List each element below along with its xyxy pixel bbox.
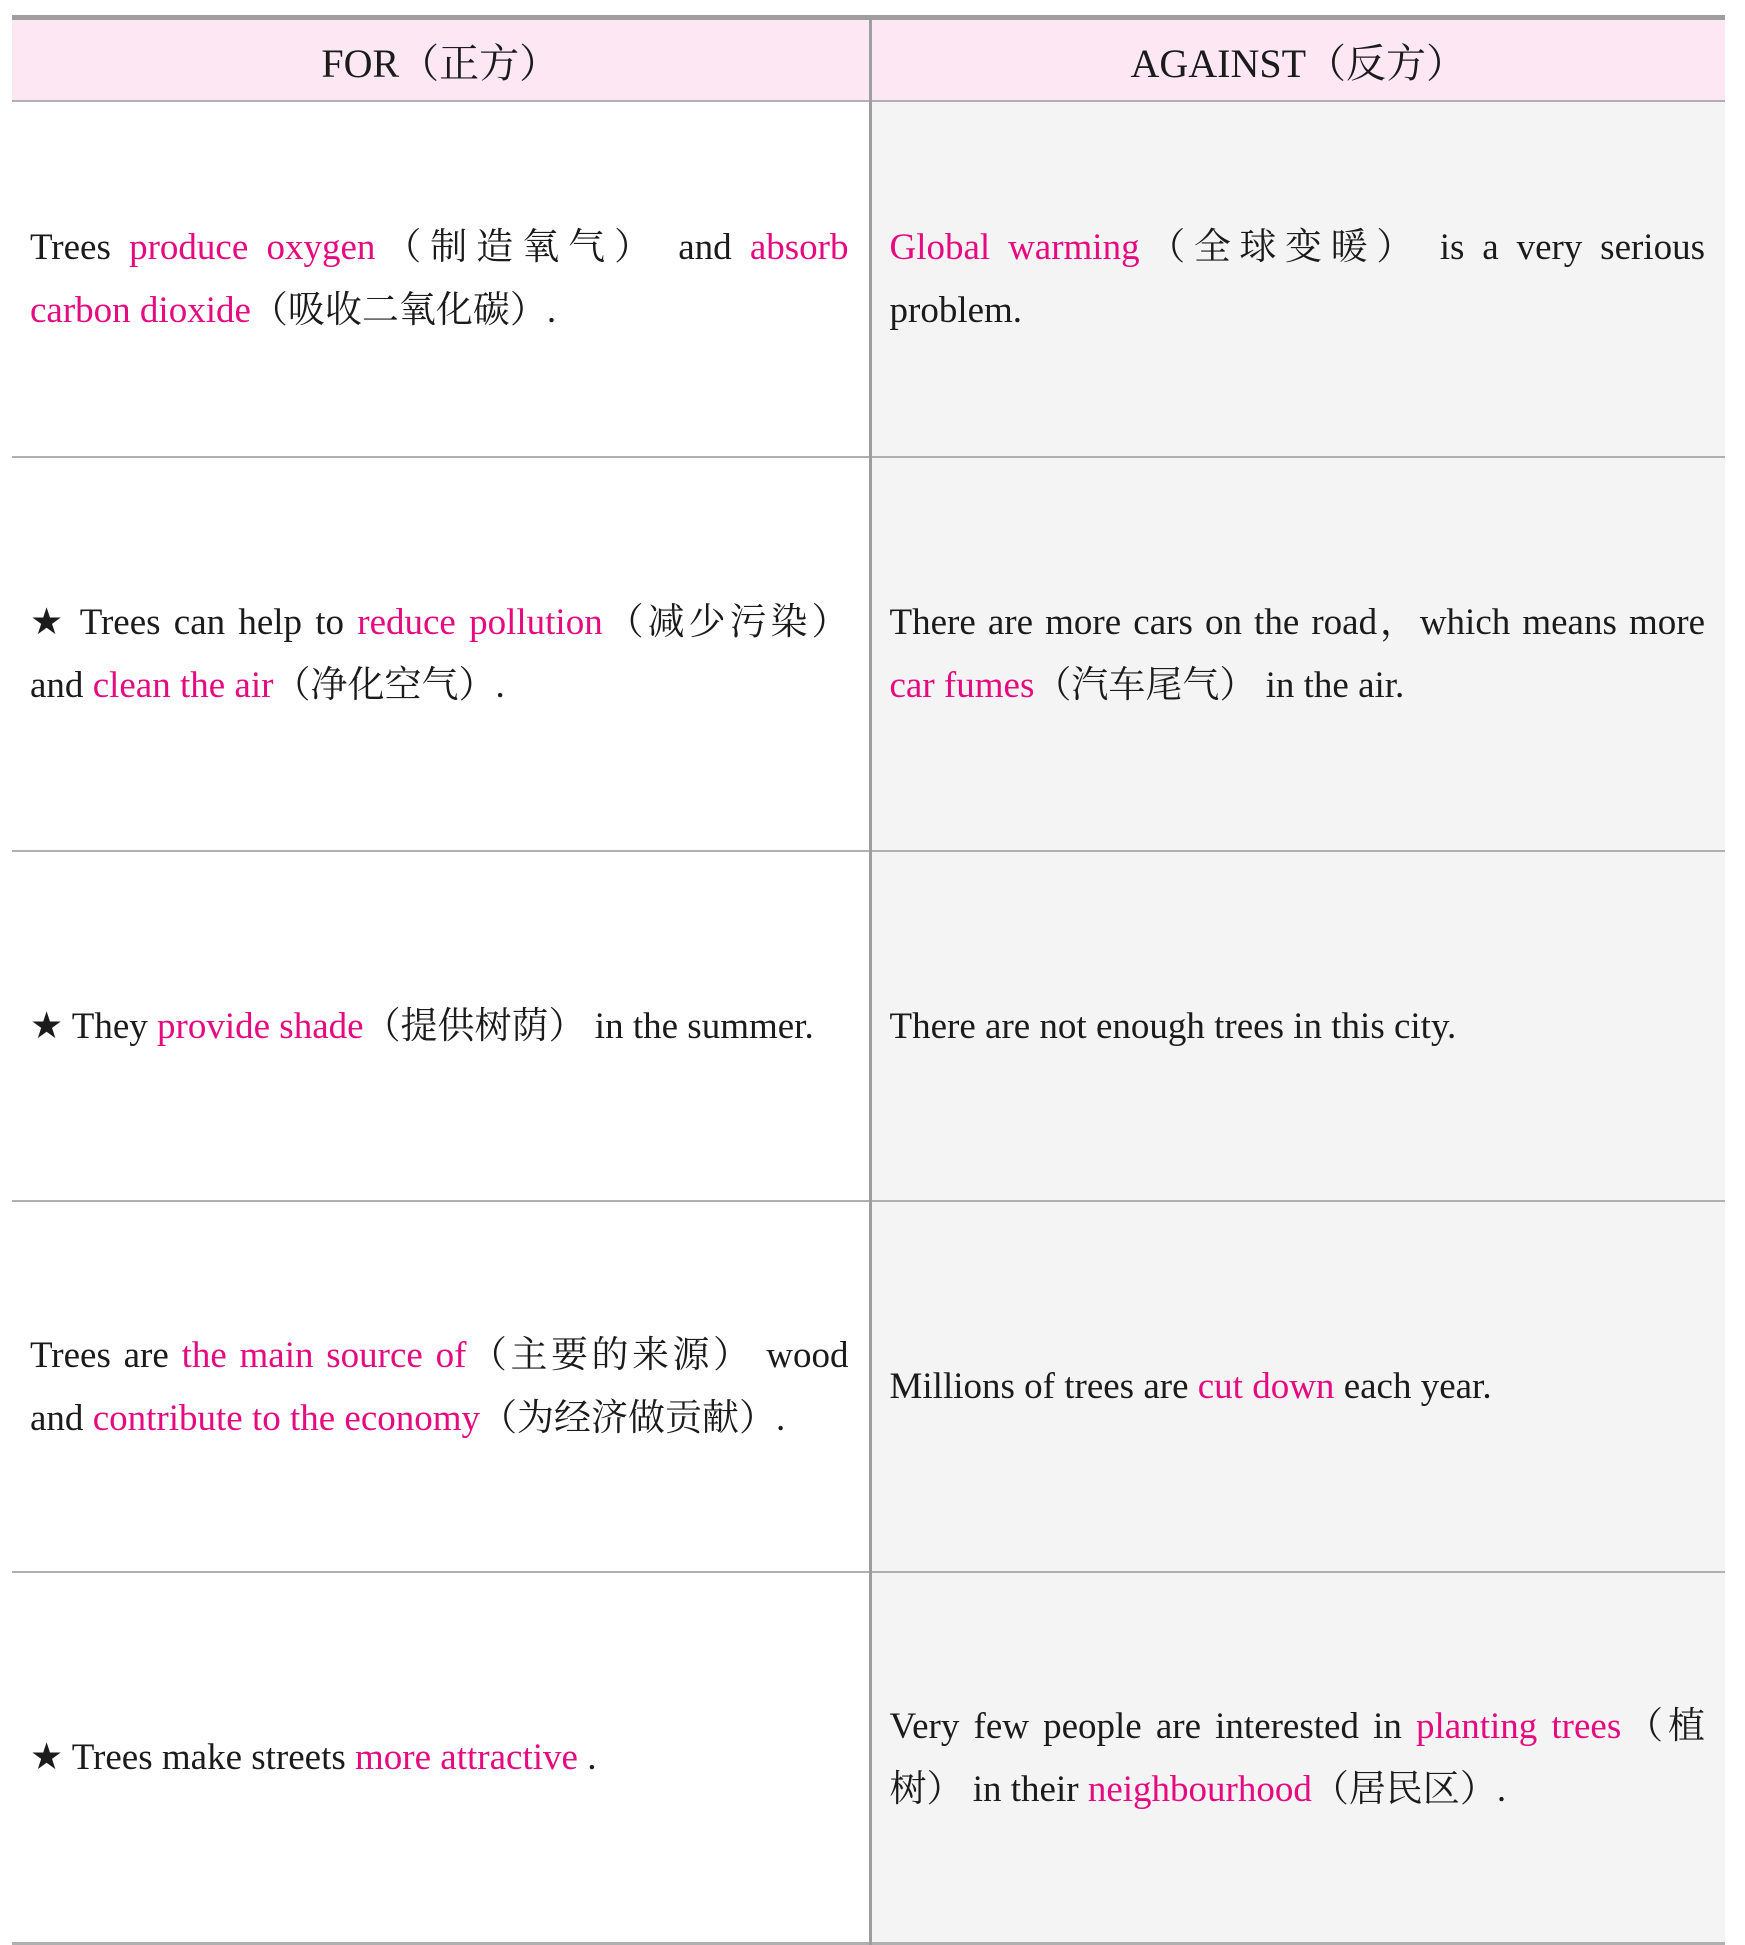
table-row	[12, 1201, 1725, 1572]
highlighted-phrase: car fumes	[889, 665, 1035, 706]
header-for: FOR（正方）	[12, 18, 870, 102]
highlighted-phrase: reduce pollution	[357, 602, 603, 643]
header-against: AGAINST（反方）	[870, 18, 1725, 102]
text-segment: Trees make streets	[63, 1737, 356, 1778]
text-segment: They	[63, 1005, 158, 1047]
text-segment: Very few people are interested in	[889, 1705, 1416, 1747]
text-segment: each year.	[1334, 1366, 1492, 1407]
highlighted-phrase: absorb carbon dioxide	[30, 227, 849, 331]
highlighted-phrase: contribute to the economy	[92, 1397, 481, 1439]
highlighted-phrase: neighbourhood	[1087, 1768, 1312, 1810]
highlighted-phrase: clean the air	[92, 665, 274, 706]
text-segment: （全球变暖） is a very serious problem.	[889, 227, 1705, 331]
highlighted-phrase: the main source of	[181, 1334, 467, 1376]
against-cell-row-3	[870, 851, 1725, 1201]
highlighted-phrase: cut down	[1197, 1366, 1335, 1407]
text-segment: There are not enough trees in this city.	[889, 1005, 1457, 1047]
against-cell-row-1	[870, 101, 1725, 457]
text-segment: There are more cars on the road，which means more	[889, 602, 1705, 643]
highlighted-phrase: planting trees	[1416, 1705, 1622, 1747]
highlighted-phrase: more attractive	[355, 1737, 578, 1778]
table-row	[12, 457, 1725, 851]
text-segment: Trees can help to	[67, 602, 358, 643]
text-segment: （为经济做贡献）.	[480, 1397, 786, 1439]
highlighted-phrase: Global warming	[889, 227, 1140, 268]
for-cell-row-5	[12, 1572, 870, 1944]
text-segment: （吸收二氧化碳）.	[250, 290, 557, 331]
text-segment: （提供树荫） in the summer.	[363, 1005, 814, 1047]
against-cell-row-4	[870, 1201, 1725, 1572]
text-segment: （汽车尾气） in the air.	[1034, 665, 1405, 706]
text-segment: （制造氧气） and	[375, 227, 750, 268]
for-cell-row-4	[12, 1201, 870, 1572]
table-row	[12, 1572, 1725, 1944]
text-segment: （净化空气）.	[273, 665, 505, 706]
highlighted-phrase: produce oxygen	[129, 227, 376, 268]
highlighted-phrase: provide shade	[157, 1005, 364, 1047]
for-cell-row-1	[12, 101, 870, 457]
for-cell-row-3	[12, 851, 870, 1201]
star-icon: ★	[30, 1005, 64, 1047]
text-segment: Trees	[30, 227, 130, 268]
table-row	[12, 851, 1725, 1201]
against-cell-row-2	[870, 457, 1725, 851]
text-segment: .	[577, 1737, 597, 1778]
text-segment: （居民区）.	[1311, 1768, 1507, 1810]
text-segment: （减少污染） and	[30, 602, 849, 706]
header-row	[12, 18, 1725, 102]
against-cell-row-5	[870, 1572, 1725, 1944]
star-icon: ★	[30, 602, 68, 643]
text-segment: Millions of trees are	[889, 1366, 1198, 1407]
text-segment: （植树） in their	[889, 1705, 1706, 1810]
text-segment: Trees are	[30, 1334, 182, 1376]
table-row	[12, 101, 1725, 457]
for-cell-row-2	[12, 457, 870, 851]
text-segment: （主要的来源） wood and	[30, 1334, 849, 1439]
star-icon: ★	[30, 1737, 64, 1778]
